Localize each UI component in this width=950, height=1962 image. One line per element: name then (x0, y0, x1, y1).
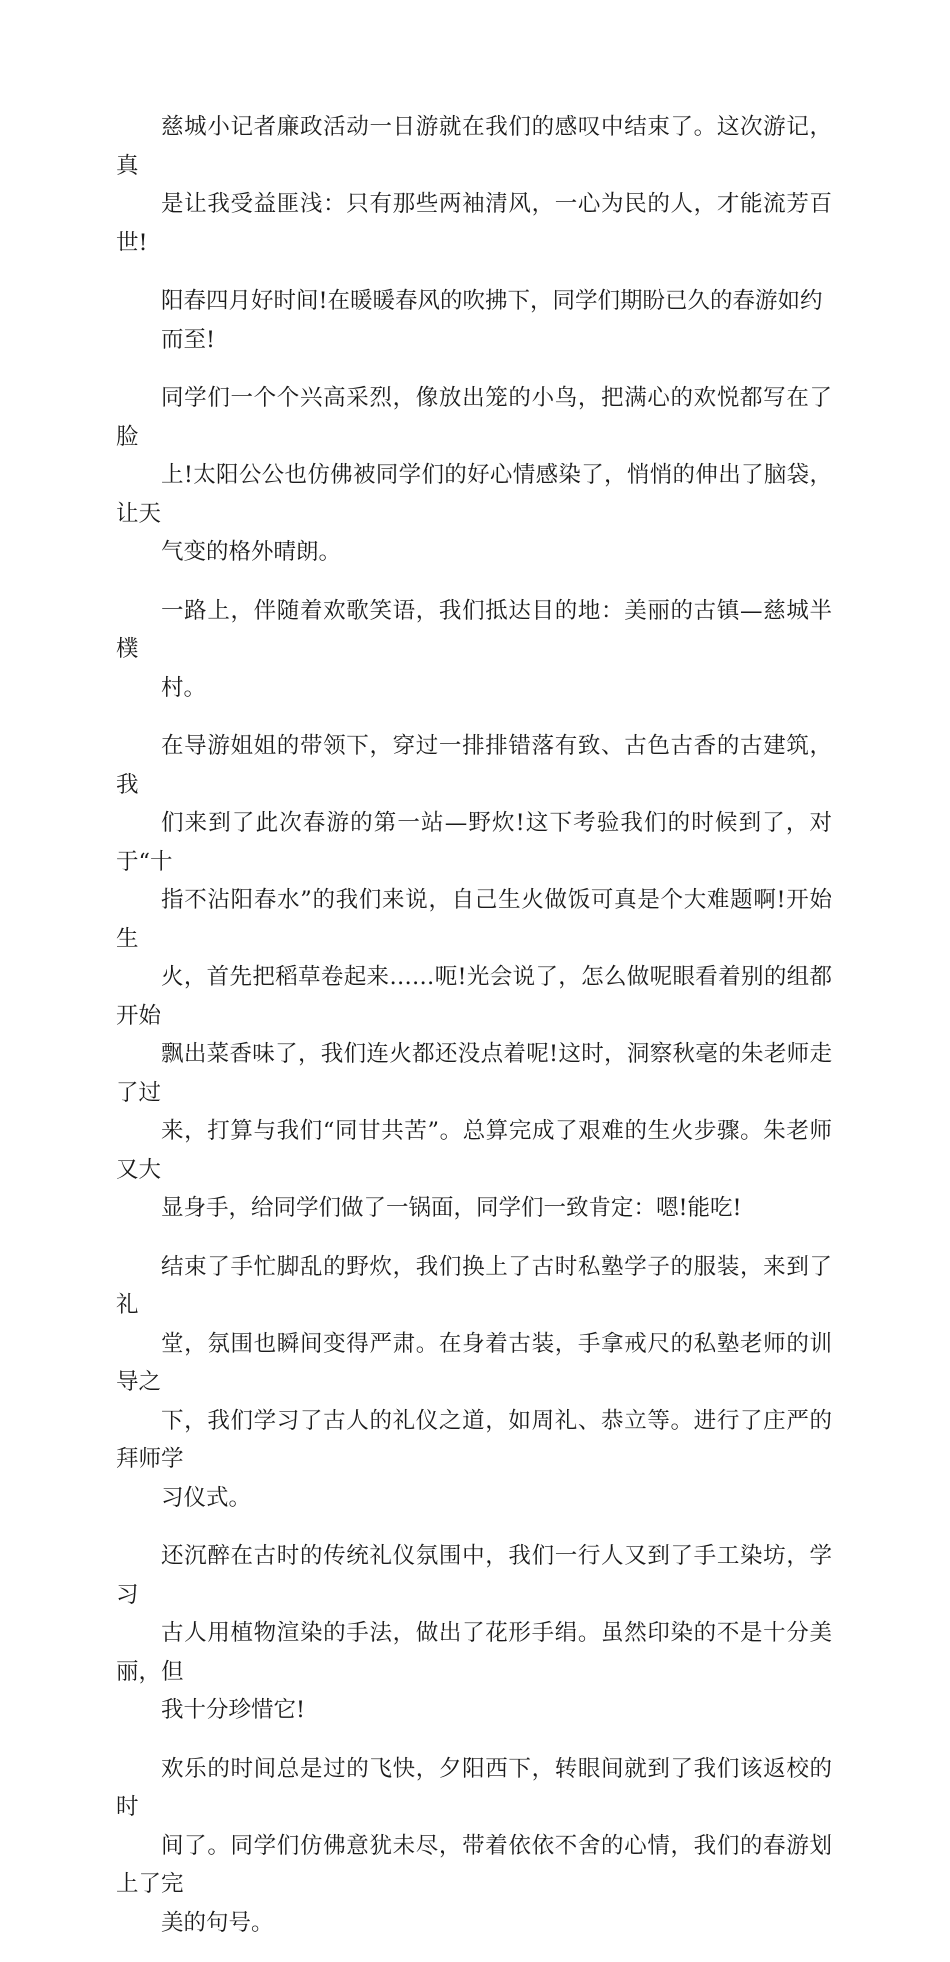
paragraph-line: 气变的格外晴朗。 (161, 539, 342, 565)
paragraph-3 (116, 379, 832, 572)
paragraph-line: 间了。同学们仿佛意犹未尽，带着依依不舍的心情，我们的春游划上了完 (116, 1832, 832, 1897)
paragraph-line: 慈城小记者廉政活动一日游就在我们的感叹中结束了。这次游记，真 (116, 114, 832, 179)
paragraph-line: 我十分珍惜它! (161, 1697, 306, 1723)
paragraph-line: 们来到了此次春游的第一站—野炊!这下考验我们的时候到了，对于“十 (116, 810, 832, 875)
paragraph-line: 是让我受益匪浅：只有那些两袖清风，一心为民的人，才能流芳百世! (116, 191, 832, 256)
paragraph-line: 来，打算与我们“同甘共苦”。总算完成了艰难的生火步骤。朱老师又大 (116, 1118, 832, 1183)
paragraph-line: 而至! (161, 326, 216, 353)
paragraph-line: 一路上，伴随着欢歌笑语，我们抵达目的地：美丽的古镇—慈城半樸 (116, 597, 832, 662)
paragraph-line: 阳春四月好时间!在暖暖春风的吹拂下，同学们期盼已久的春游如约 (161, 288, 823, 314)
paragraph-1 (116, 108, 832, 262)
paragraph-7 (116, 1537, 832, 1730)
paragraph-line: 上!太阳公公也仿佛被同学们的好心情感染了，悄悄的伸出了脑袋，让天 (116, 462, 832, 527)
paragraph-4 (116, 592, 832, 708)
paragraph-line: 村。 (161, 674, 207, 701)
paragraph-line: 指不沾阳春水”的我们来说，自己生火做饭可真是个大难题啊!开始生 (116, 887, 832, 952)
paragraph-line: 结束了手忙脚乱的野炊，我们换上了古时私塾学子的服装，来到了礼 (116, 1253, 832, 1318)
paragraph-line: 美的句号。 (161, 1909, 274, 1936)
paragraph-6 (116, 1248, 832, 1518)
paragraph-5 (116, 727, 832, 1228)
document-body (116, 108, 832, 1962)
paragraph-line: 火，首先把稻草卷起来……呃!光会说了，怎么做呢眼看着别的组都开始 (116, 964, 832, 1029)
paragraph-line: 还沉醉在古时的传统礼仪氛围中，我们一行人又到了手工染坊，学习 (116, 1543, 832, 1608)
paragraph-line: 欢乐的时间总是过的飞快，夕阳西下，转眼间就到了我们该返校的时 (116, 1755, 832, 1820)
paragraph-line: 飘出菜香味了，我们连火都还没点着呢!这时，洞察秋毫的朱老师走了过 (116, 1041, 832, 1106)
paragraph-8 (116, 1750, 832, 1943)
paragraph-line: 下，我们学习了古人的礼仪之道，如周礼、恭立等。进行了庄严的拜师学 (116, 1407, 832, 1472)
paragraph-line: 古人用植物渲染的手法，做出了花形手绢。虽然印染的不是十分美丽，但 (116, 1620, 832, 1685)
paragraph-2 (116, 282, 832, 359)
paragraph-line: 习仪式。 (161, 1484, 252, 1511)
paragraph-line: 堂，氛围也瞬间变得严肃。在身着古装，手拿戒尺的私塾老师的训导之 (116, 1330, 832, 1395)
paragraph-line: 同学们一个个兴高采烈，像放出笼的小鸟，把满心的欢悦都写在了脸 (116, 385, 832, 450)
paragraph-line: 显身手，给同学们做了一锅面，同学们一致肯定：嗯!能吃! (161, 1195, 742, 1221)
paragraph-line: 在导游姐姐的带领下，穿过一排排错落有致、古色古香的古建筑，我 (116, 733, 832, 798)
